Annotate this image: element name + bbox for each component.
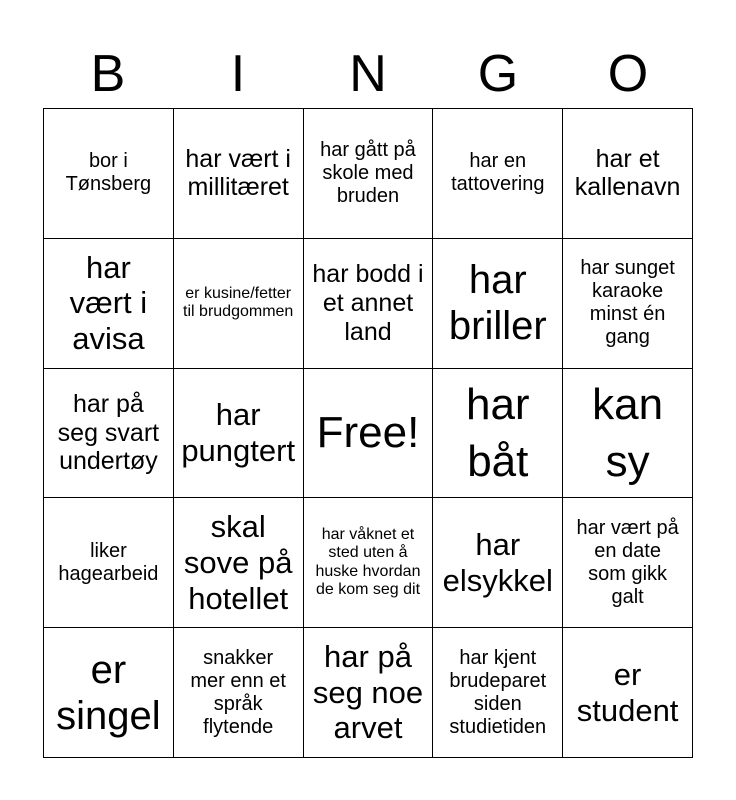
cell-text: er kusine/fetter til brudgommen: [183, 284, 294, 321]
bingo-cell[interactable]: [433, 109, 563, 239]
cell-text: har pungtert: [181, 397, 296, 468]
cell-text: har på seg svart undertøy: [57, 389, 160, 476]
bingo-cell[interactable]: [304, 498, 434, 628]
bingo-cell[interactable]: [44, 369, 174, 499]
cell-text: er singel: [56, 647, 161, 738]
header-letter-n: N: [349, 45, 387, 103]
cell-text: har sunget karaoke minst én gang: [580, 257, 675, 349]
cell-text: har briller: [448, 258, 547, 349]
bingo-cell[interactable]: [433, 628, 563, 758]
bingo-cell[interactable]: [174, 628, 304, 758]
bingo-header: [43, 40, 693, 108]
bingo-cell[interactable]: [304, 109, 434, 239]
cell-text: har vært i millitæret: [185, 144, 291, 202]
free-space-text: Free!: [316, 408, 420, 458]
cell-text: snakker mer enn et språk flytende: [190, 646, 286, 738]
bingo-cell[interactable]: [563, 239, 693, 369]
cell-text: har et kallenavn: [574, 144, 681, 202]
bingo-cell[interactable]: [563, 628, 693, 758]
bingo-cell[interactable]: [174, 369, 304, 499]
cell-text: har våknet et sted uten å huske hvordan de kom seg dit: [315, 526, 421, 599]
bingo-board: [43, 108, 693, 758]
cell-text: har gått på skole med bruden: [320, 138, 416, 207]
bingo-cell[interactable]: [563, 109, 693, 239]
bingo-cell[interactable]: [44, 628, 174, 758]
cell-text: er student: [576, 656, 679, 728]
header-letter-b: B: [90, 45, 126, 103]
bingo-cell[interactable]: [174, 498, 304, 628]
bingo-cell[interactable]: [563, 498, 693, 628]
cell-text: har en tattovering: [451, 150, 545, 196]
bingo-cell[interactable]: [433, 369, 563, 499]
bingo-cell[interactable]: [433, 239, 563, 369]
bingo-cell[interactable]: [174, 109, 304, 239]
bingo-cell[interactable]: [304, 628, 434, 758]
cell-text: har elsykkel: [442, 527, 553, 598]
cell-text: kan sy: [592, 379, 664, 486]
free-space-cell[interactable]: [304, 369, 434, 499]
bingo-cell[interactable]: [563, 369, 693, 499]
header-letter-g: G: [477, 45, 519, 103]
cell-text: har på seg noe arvet: [312, 639, 424, 746]
cell-text: liker hagearbeid: [58, 539, 159, 585]
header-letter-i: I: [230, 45, 246, 103]
cell-text: har kjent brudeparet siden studietiden: [449, 646, 547, 738]
bingo-cell[interactable]: [174, 239, 304, 369]
cell-text: bor i Tønsberg: [65, 150, 152, 196]
cell-text: har bodd i et annet land: [312, 260, 424, 346]
bingo-cell[interactable]: [44, 498, 174, 628]
cell-text: har vært på en date som gikk galt: [576, 516, 679, 608]
bingo-cell[interactable]: [304, 239, 434, 369]
cell-text: skal sove på hotellet: [183, 509, 293, 616]
header-letter-o: O: [607, 45, 649, 103]
bingo-cell[interactable]: [44, 109, 174, 239]
bingo-cell[interactable]: [44, 239, 174, 369]
bingo-cell[interactable]: [433, 498, 563, 628]
cell-text: har vært i avisa: [69, 249, 148, 357]
cell-text: har båt: [465, 379, 530, 486]
